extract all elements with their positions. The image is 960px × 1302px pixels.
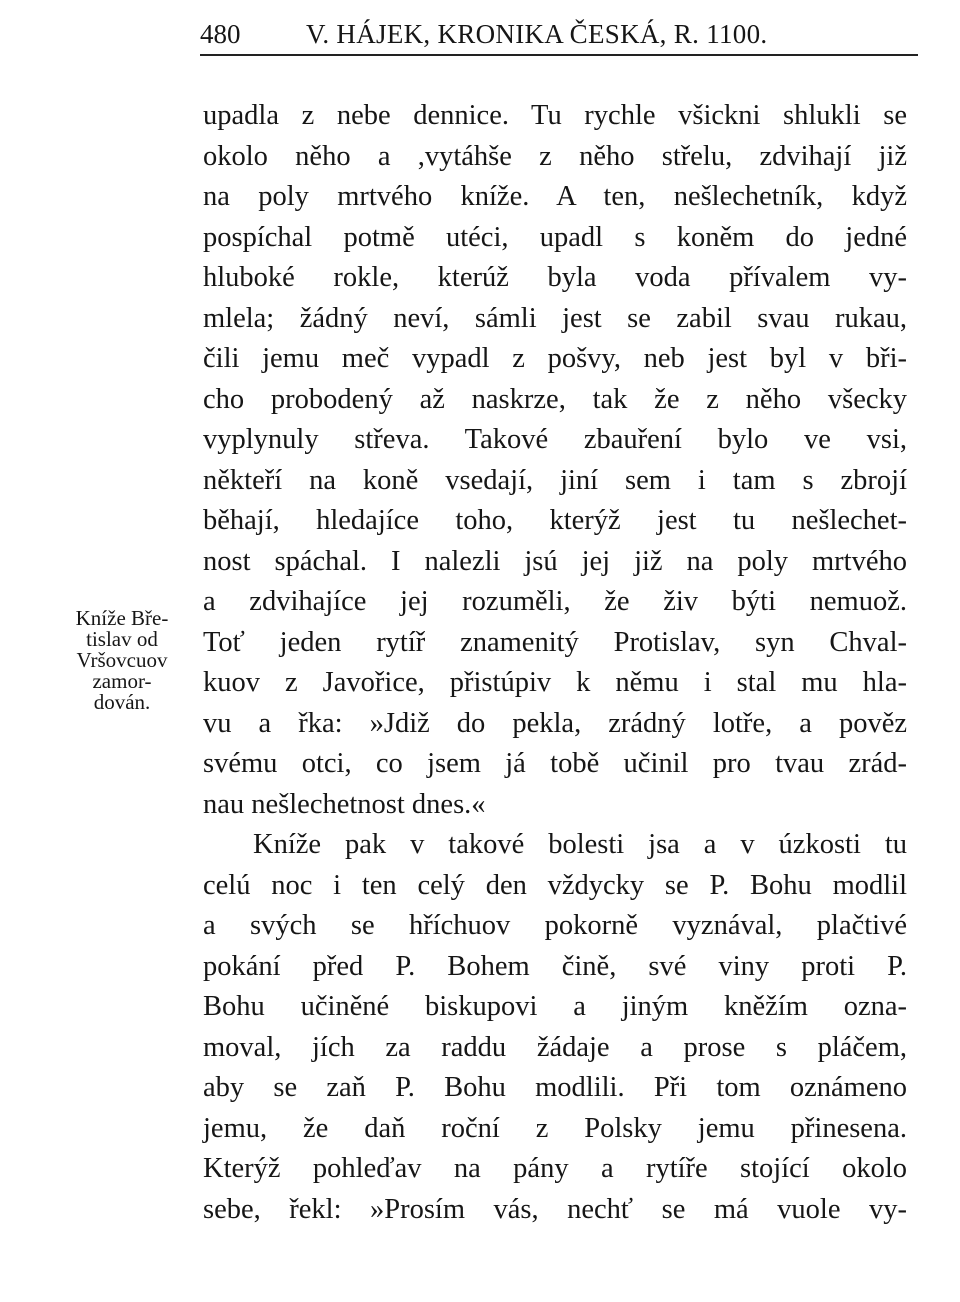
text-line: okolo něho a ,vytáhše z něho střelu, zdvihají již bbox=[203, 140, 907, 172]
text-line: upadla z nebe dennice. Tu rychle všickni shlukli se bbox=[203, 100, 907, 131]
text-line: nau nešlechetnost dnes.« bbox=[203, 788, 486, 820]
running-header bbox=[200, 14, 920, 54]
text-line: Bohu učiněné biskupovi a jiným kněžím ozna- bbox=[203, 991, 907, 1022]
text-line: aby se zaň P. Bohu modlili. Při tom oznámeno bbox=[203, 1072, 907, 1103]
text-line: nost spáchal. I nalezli jsú jej již na poly mrtvého bbox=[203, 545, 907, 577]
text-line: kuov z Javořice, přistúpiv k němu i stal mu hla- bbox=[203, 667, 907, 698]
text-line: svému otci, co jsem já tobě učinil pro tvau zrád- bbox=[203, 748, 907, 779]
text-line: Kterýž pohleďav na pány a rytíře stojící okolo bbox=[203, 1153, 907, 1184]
text-line: celú noc i ten celý den vždycky se P. Bohu modlil bbox=[203, 869, 907, 901]
running-title: V. HÁJEK, KRONIKA ČESKÁ, R. 1100. bbox=[306, 19, 768, 49]
text-line: moval, jích za raddu žádaje a prose s pláčem, bbox=[203, 1031, 907, 1063]
text-line: běhají, hledajíce toho, kterýž jest tu nešlechet- bbox=[203, 505, 907, 536]
text-line: a zdvihajíce jej rozuměli, že živ býti nemuož. bbox=[203, 586, 907, 617]
body-text bbox=[203, 96, 907, 1230]
text-line: pospíchal potmě utéci, upadl s koněm do jedné bbox=[203, 221, 907, 253]
text-line: pokání před P. Bohem čině, své viny proti P. bbox=[203, 950, 907, 982]
text-line: sebe, řekl: »Prosím vás, nechť se má vuole vy- bbox=[203, 1193, 907, 1225]
text-line: Kníže pak v takové bolesti jsa a v úzkosti tu bbox=[253, 829, 907, 860]
margin-note-line: Vršovcuov bbox=[76, 648, 168, 672]
text-line: na poly mrtvého kníže. A ten, nešlechetník, když bbox=[203, 181, 907, 212]
page-number: 480 bbox=[200, 19, 241, 49]
margin-note-line: zamor- bbox=[92, 669, 152, 693]
text-line: mlela; žádný neví, sámli jest se zabil svau rukau, bbox=[203, 302, 907, 334]
text-line: vu a řka: »Jdiž do pekla, zrádný lotře, a pověz bbox=[203, 707, 907, 739]
text-line: jemu, že daň roční z Polsky jemu přinesena. bbox=[203, 1112, 907, 1144]
text-line: a svých se hříchuov pokorně vyznával, plačtivé bbox=[203, 910, 907, 941]
text-line: čili jemu meč vypadl z pošvy, neb jest byl v bři- bbox=[203, 343, 907, 374]
text-line: cho probodený až naskrze, tak že z něho všecky bbox=[203, 383, 907, 415]
text-line: hluboké rokle, kterúž byla voda přívalem vy- bbox=[203, 262, 907, 293]
margin-note-line: Kníže Bře- bbox=[75, 606, 169, 630]
margin-note bbox=[56, 608, 188, 713]
margin-note-line: tislav od bbox=[86, 627, 158, 651]
header-rule bbox=[200, 54, 918, 56]
text-line: Toť jeden rytíř znamenitý Protislav, syn Chval- bbox=[203, 626, 907, 658]
margin-note-line: dován. bbox=[93, 690, 151, 714]
text-line: někteří na koně vsedají, jiní sem i tam s zbrojí bbox=[203, 464, 907, 496]
text-line: vyplynuly střeva. Takové zbauření bylo ve vsi, bbox=[203, 424, 907, 455]
